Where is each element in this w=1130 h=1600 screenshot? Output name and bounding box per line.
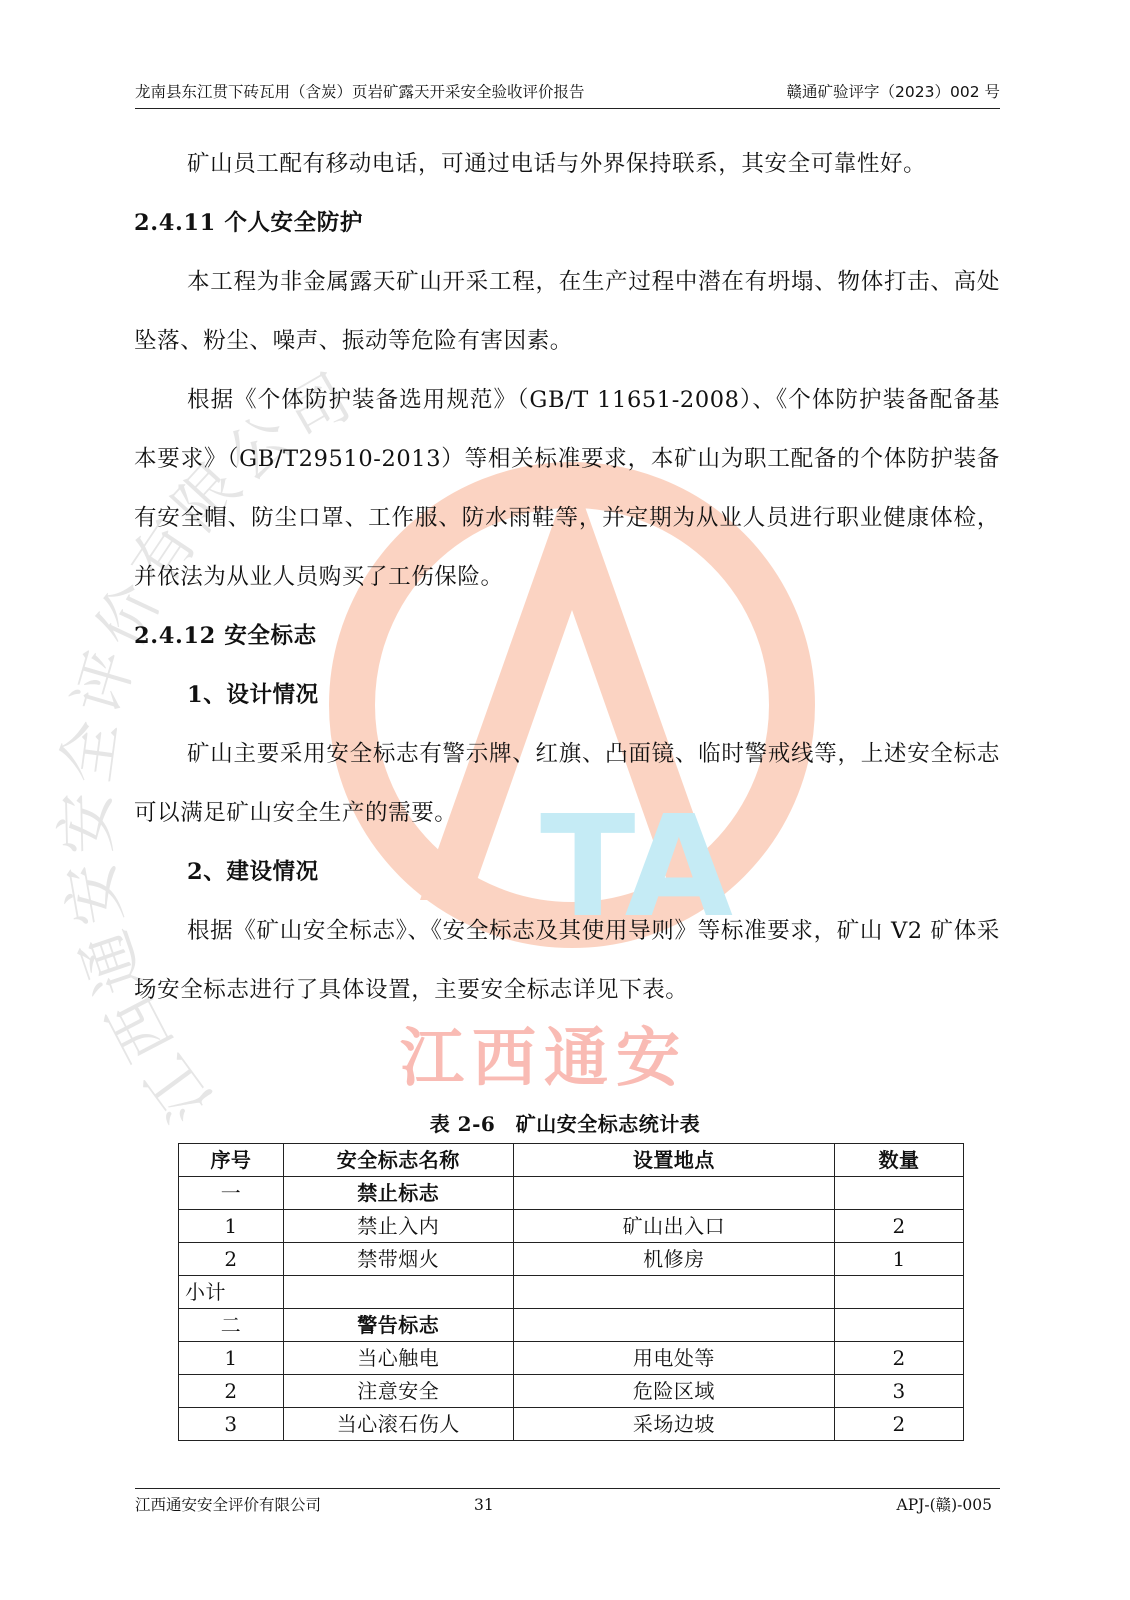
subheading-construction: 2、建设情况 [187,859,319,885]
table-cell: 1 [179,1210,284,1243]
page-content [134,135,1000,1020]
table-cell [835,1309,964,1342]
table-cell: 2 [179,1375,284,1408]
table-subtotal-row [179,1276,964,1309]
table-cell: 注意安全 [283,1375,513,1408]
header-document-number: 赣通矿验评字（2023）002 号 [786,83,1000,101]
seal-letters: TA [540,786,733,949]
table-cell: 机修房 [513,1243,835,1276]
table-cell: 警告标志 [283,1309,513,1342]
table-cell: 危险区域 [513,1375,835,1408]
table-cell: 当心触电 [283,1342,513,1375]
table-cell [513,1309,835,1342]
table-cell [513,1276,835,1309]
paragraph-communication: 矿山员工配有移动电话，可通过电话与外界保持联系，其安全可靠性好。 [187,151,927,177]
column-header: 数量 [835,1144,964,1177]
paragraph-hazards: 本工程为非金属露天矿山开采工程，在生产过程中潜在有坍塌、物体打击、高处坠落、粉尘、噪声、振动等危险有害因素。 [134,269,1000,354]
page-number: 31 [474,1496,494,1514]
table-cell: 二 [179,1309,284,1342]
section-heading-safety-signs: 2.4.12 安全标志 [134,623,317,649]
table-cell: 3 [179,1408,284,1441]
page-footer [135,1488,1000,1519]
table-cell: 2 [835,1408,964,1441]
paragraph-protective-equipment: 根据《个体防护装备选用规范》（GB/T 11651-2008）、《个体防护装备配备基本要求》（GB/T29510-2013）等相关标准要求，本矿山为职工配备的个体防护装备有安全帽、防尘口罩、工作服、防水雨鞋等，并定期为从业人员进行职业健康体检，并依法为从业人员购买了工伤保险。 [134,387,1000,590]
table-cell: 当心滚石伤人 [283,1408,513,1441]
table-header-row [179,1144,964,1177]
footer-document-code: APJ-(赣)-005 [896,1496,992,1514]
table-cell: 禁带烟火 [283,1243,513,1276]
header-report-title: 龙南县东江贯下砖瓦用（含炭）页岩矿露天开采安全验收评价报告 [135,83,585,101]
paragraph-construction: 根据《矿山安全标志》、《安全标志及其使用导则》等标准要求，矿山 V2 矿体采场安全标志进行了具体设置，主要安全标志详见下表。 [134,918,1000,1003]
column-header: 序号 [179,1144,284,1177]
table-cell: 1 [835,1243,964,1276]
table-cell: 3 [835,1375,964,1408]
subheading-design: 1、设计情况 [187,682,319,708]
table-cell [513,1177,835,1210]
seal-ring-text: 江西通安安全评价有限公司 [49,357,368,1136]
table-cell: 2 [179,1243,284,1276]
table-cell [835,1177,964,1210]
table-cell: 矿山出入口 [513,1210,835,1243]
column-header: 设置地点 [513,1144,835,1177]
table-cell: 禁止入内 [283,1210,513,1243]
table-cell: 禁止标志 [283,1177,513,1210]
table-group-row [179,1177,964,1210]
table-row [179,1408,964,1441]
table-row [179,1375,964,1408]
safety-sign-table [178,1143,964,1441]
section-heading-personal-protection: 2.4.11 个人安全防护 [134,210,363,236]
table-row [179,1243,964,1276]
footer-company: 江西通安安全评价有限公司 [135,1496,322,1514]
table-cell: 小计 [179,1276,284,1309]
table-cell: 2 [835,1342,964,1375]
paragraph-design: 矿山主要采用安全标志有警示牌、红旗、凸面镜、临时警戒线等，上述安全标志可以满足矿山安全生产的需要。 [134,741,1000,826]
table-cell: 1 [179,1342,284,1375]
table-cell: 2 [835,1210,964,1243]
table-cell: 采场边坡 [513,1408,835,1441]
seal-center-text: 江西通安 [400,1022,688,1096]
table-cell: 用电处等 [513,1342,835,1375]
page-header [135,78,1000,109]
table-group-row [179,1309,964,1342]
table-row [179,1342,964,1375]
table-row [179,1210,964,1243]
table-cell: 一 [179,1177,284,1210]
table-cell [283,1276,513,1309]
table-cell [835,1276,964,1309]
table-caption: 表 2-6 矿山安全标志统计表 [429,1112,701,1136]
column-header: 安全标志名称 [283,1144,513,1177]
